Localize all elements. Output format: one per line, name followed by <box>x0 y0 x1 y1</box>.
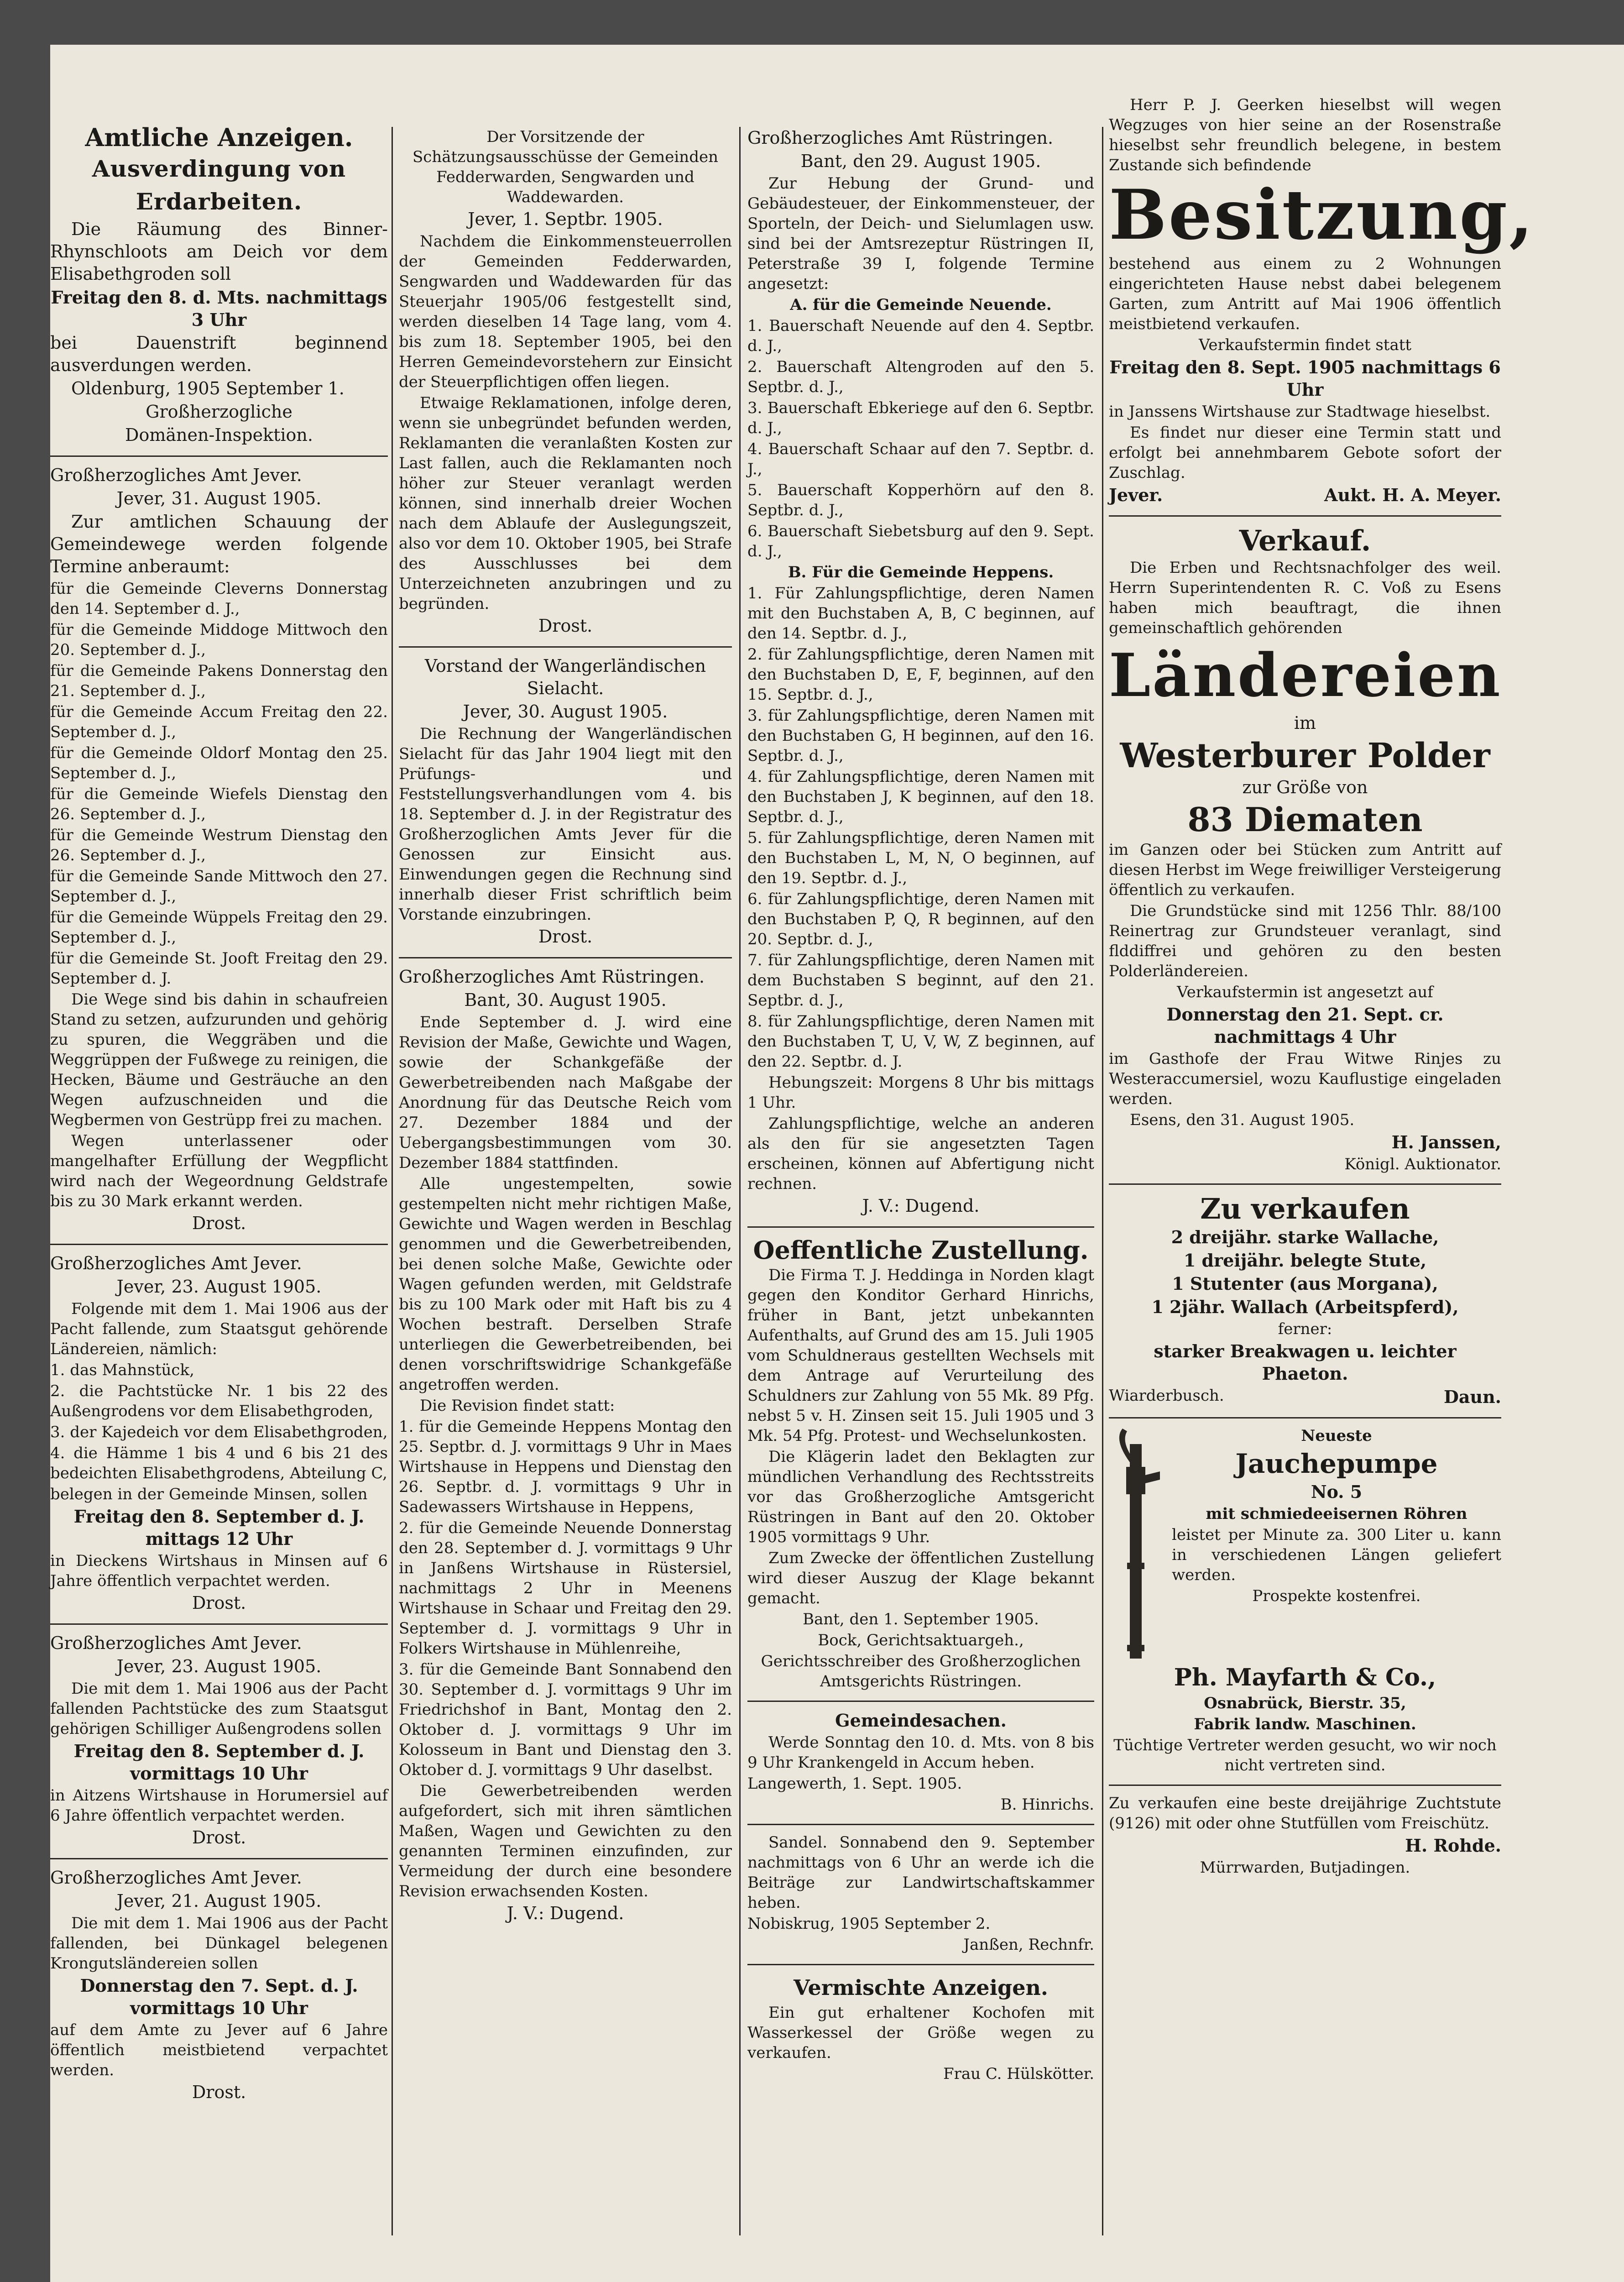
list-item: für die Gemeinde Wüppels Freitag den 29. September d. J., <box>50 908 388 947</box>
notice-text: Die mit dem 1. Mai 1906 aus der Pacht fallenden, bei Dünkagel belegenen Krongutsländereien sollen <box>50 1914 388 1973</box>
list-item: 1 dreijähr. belegte Stute, <box>1183 1250 1427 1271</box>
column-divider <box>1102 127 1103 2235</box>
column-divider <box>392 127 393 2235</box>
ad-text: Die Erben und Rechtsnachfolger des weil. Herrn Superintendenten R. C. Voß zu Esens haben mich beauftragt, die ihnen gemeinschaftlich gehörenden <box>1109 559 1501 637</box>
list-item: 6. Bauerschaft Siebetsburg auf den 9. Sept. d. J., <box>747 522 1094 560</box>
notice-heading: Großherzogliches Amt Jever. <box>50 1253 302 1273</box>
ad-text: Zu verkaufen eine beste dreijährige Zuchtstute (9126) mit oder ohne Stutfüllen vom Freischütz. <box>1109 1794 1501 1832</box>
list-item: 1. das Mahnstück, <box>50 1361 194 1379</box>
ad-signature-row <box>1109 484 1501 506</box>
notice-text: Die Klägerin ladet den Beklagten zur mündlichen Verhandlung des Rechtsstreits vor das Großherzogliche Amtsgericht Rüstringen in Bant auf den 20. Oktober 1905 vormittags 9 Uhr. <box>747 1448 1094 1546</box>
notice-signature: Gerichtsschreiber des Großherzoglichen Amtsgerichts Rüstringen. <box>761 1652 1081 1691</box>
list-item: für die Gemeinde Westrum Dienstag den 26. September d. J., <box>50 826 388 864</box>
list-item: 2. Bauerschaft Altengroden auf den 5. Septbr. d. J., <box>747 358 1094 396</box>
ad-text: ferner: <box>1278 1320 1332 1338</box>
notice-signature: Bock, Gerichtsaktuargeh., <box>818 1631 1024 1649</box>
ad-headline: Westerburer Polder <box>1120 736 1490 775</box>
list-item: 6. für Zahlungspflichtige, deren Namen mit den Buchstaben P, Q, R beginnen, auf den 20. Septbr. d. J., <box>747 890 1094 948</box>
list-item: 2. für die Gemeinde Neuende Donnerstag den 28. September d. J. vormittags 9 Uhr in Janßens Wirtshause in Rüstersiel, nachmittags 2 Uhr in Meenens Wirtshause in Schaar und Freitag den 29. September d. J. vormittags 9 Uhr in Folkers Wirtshause in Mühlenreihe, <box>399 1519 732 1658</box>
notice-text: bei Dauenstrift beginnend ausverdungen werden. <box>50 333 388 375</box>
ad-date: Donnerstag den 21. Sept. cr. nachmittags 4 Uhr <box>1166 1004 1444 1047</box>
divider <box>747 1226 1094 1228</box>
list-item: 4. die Hämme 1 bis 4 und 6 bis 21 des bedeichten Elisabethgrodens, Abteilung C, <box>50 1444 388 1482</box>
divider <box>50 1623 388 1625</box>
ad-text: im <box>1294 713 1316 733</box>
notice-place: Oldenburg, 1905 September 1. <box>71 378 345 398</box>
notice-date: Jever, 1. Septbr. 1905. <box>468 209 663 229</box>
ad-address: Osnabrück, Bierstr. 35, <box>1204 1694 1406 1712</box>
notice-date: Jever, 30. August 1905. <box>463 701 668 722</box>
notice-date: Nobiskrug, 1905 September 2. <box>747 1915 991 1933</box>
ad-text: Herr P. J. Geerken hieselbst will wegen Wegzuges von hier seine an der Rosenstraße hieselbst sehr freundlich belegene, in bestem Zustande sich befindende <box>1109 96 1501 174</box>
notice-date: Jever, 21. August 1905. <box>116 1891 322 1911</box>
notice-text: auf dem Amte zu Jever auf 6 Jahre öffentlich meistbietend verpachtet werden. <box>50 2021 388 2079</box>
notice-heading: Vorstand der Wangerländischen Sielacht. <box>424 656 706 698</box>
ad-text: mit schmiedeeisernen Röhren <box>1206 1505 1467 1523</box>
ad-text: Verkaufstermin findet statt <box>1198 336 1412 354</box>
ad-text: Neueste <box>1301 1427 1372 1445</box>
ad-text: Fabrik landw. Maschinen. <box>1194 1715 1416 1733</box>
newspaper-page <box>50 45 1624 2282</box>
ad-text: im Gasthofe der Frau Witwe Rinjes zu Westeraccumersiel, wozu Kauflustige eingeladen werden. <box>1109 1050 1501 1108</box>
divider <box>50 1858 388 1859</box>
ad-headline: Zu verkaufen <box>1200 1192 1410 1225</box>
notice-text: Nachdem die Einkommensteuerrollen der Gemeinden Fedderwarden, Sengwarden und Waddewarden für das Steuerjahr 1905/06 festgestellt sind, werden dieselben 14 Tage lang, vom 4. bis zum 18. September 1905, bei den Herren Gemeindevorstehern zur Einsicht der Steuerpflichtigen offen liegen. <box>399 232 732 391</box>
notice-text: Die Firma T. J. Heddinga in Norden klagt gegen den Konditor Gerhard Hinrichs, früher in Bant, jetzt unbekannten Aufenthalts, auf Grund des am 15. Juli 1905 vom Schuldneraus gestellten Wechsels mit dem Antrage auf Verurteilung des Schuldners zur Zahlung von 55 Mk. 89 Pfg. nebst 5 v. H. Zinsen seit 15. Juli 1905 und 3 Mk. 54 Pfg. Protest- und Wechselunkosten. <box>747 1266 1094 1445</box>
divider <box>747 1701 1094 1702</box>
ad-text: Tüchtige Vertreter werden gesucht, wo wir noch nicht vertreten sind. <box>1113 1736 1497 1774</box>
list-item: 3. für die Gemeinde Bant Sonnabend den 30. September d. J. vormittags 9 Uhr im Friedrichshof in Bant, Montag den 2. Oktober d. J. vormittags 9 Uhr im Kolosseum in Bant und Dienstag den 3. Oktober d. J. vormittags 9 Uhr daselbst. <box>399 1660 732 1779</box>
notice-date: Jever, 23. August 1905. <box>116 1277 322 1297</box>
notice-date: Jever, 23. August 1905. <box>116 1656 322 1676</box>
ad-date: Freitag den 8. Sept. 1905 nachmittags 6 Uhr <box>1109 357 1501 400</box>
notice-signature: Drost. <box>538 926 593 947</box>
list-item: 2. die Pachtstücke Nr. 1 bis 22 des Außengrodens vor dem Elisabethgroden, <box>50 1382 388 1420</box>
ad-text: Die Grundstücke sind mit 1256 Thlr. 88/100 Reinertrag zur Grundsteuer veranlagt, sind flddiffrei und gehören zu den besten Polderländereien. <box>1109 902 1501 980</box>
notice-heading: Großherzogliches Amt Jever. <box>50 1868 302 1888</box>
list-item: 3. für Zahlungspflichtige, deren Namen mit den Buchstaben G, H beginnen, auf den 16. Septbr. d. J., <box>747 707 1094 765</box>
ad-headline: Besitzung, <box>1109 175 1535 255</box>
notice-signature: J. V.: Dugend. <box>862 1196 980 1216</box>
notice-heading: Großherzogliches Amt Rüstringen. <box>747 128 1054 148</box>
notice-text: Zur Hebung der Grund- und Gebäudesteuer, der Einkommensteuer, der Sporteln, der Deich- und Sielumlagen usw. sind bei der Amtsrezeptur Rüstringen II, Peterstraße 39 I, folgende Termine angesetzt: <box>747 174 1094 293</box>
ad-place: Jever. <box>1109 485 1163 505</box>
column-3 <box>747 127 1094 2085</box>
notice-heading: Großherzogliches Amt Jever. <box>50 465 302 485</box>
ad-place: Mürrwarden, Butjadingen. <box>1200 1858 1410 1877</box>
ad-signature: Aukt. H. A. Meyer. <box>1324 485 1501 505</box>
notice-text: Alle ungestempelten, sowie gestempelten nicht mehr richtigen Maße, Gewichte und Wagen werden in Beschlag genommen und die Gewerbetreibenden, bei denen solche Maße, Gewichte oder Wagen gefunden werden, mit Geldstrafe bis zu 100 Mark oder mit Haft bis zu 4 Wochen bestraft. Derselben Strafe unterliegen die Gewerbetreibenden, bei denen vorschriftswidrige Schankgefäße angetroffen werden. <box>399 1175 732 1394</box>
list-item: für die Gemeinde Pakens Donnerstag den 21. September d. J., <box>50 662 388 700</box>
ad-signature: Königl. Auktionator. <box>1344 1155 1501 1173</box>
ad-headline: 83 Diematen <box>1187 800 1423 839</box>
ad-text: Prospekte kostenfrei. <box>1252 1587 1421 1605</box>
column-1 <box>50 122 388 2104</box>
list-item: starker Breakwagen u. leichter Phaeton. <box>1154 1341 1457 1384</box>
pump-ad <box>1109 1426 1501 1663</box>
ad-place: Wiarderbusch. <box>1109 1387 1224 1405</box>
notice-date: Bant, den 1. September 1905. <box>803 1610 1039 1628</box>
notice-signature: Drost. <box>192 1827 246 1848</box>
notice-text: in Dieckens Wirtshaus in Minsen auf 6 Jahre öffentlich verpachtet werden. <box>50 1552 388 1590</box>
list-item: 3. der Kajedeich vor dem Elisabethgroden, <box>50 1423 388 1441</box>
notice-signature: Janßen, Rechnfr. <box>963 1936 1094 1954</box>
divider <box>747 1824 1094 1825</box>
list-item: 1 2jähr. Wallach (Arbeitspferd), <box>1151 1297 1459 1317</box>
ad-date: Esens, den 31. August 1905. <box>1130 1111 1355 1129</box>
notice-signature: B. Hinrichs. <box>1000 1795 1094 1814</box>
list-item: 4. für Zahlungspflichtige, deren Namen mit den Buchstaben J, K beginnen, auf den 18. Septbr. d. J., <box>747 768 1094 826</box>
ad-headline: Verkauf. <box>1239 524 1371 557</box>
section-title: Amtliche Anzeigen. <box>85 123 353 152</box>
subheading: A. für die Gemeinde Neuende. <box>790 296 1052 314</box>
notice-text: Hebungszeit: Morgens 8 Uhr bis mittags 1 Uhr. <box>747 1073 1094 1112</box>
list-item: 1. Bauerschaft Neuende auf den 4. Septbr. d. J., <box>747 317 1094 355</box>
notice-signature: Drost. <box>192 1213 246 1233</box>
list-item: 2. für Zahlungspflichtige, deren Namen mit den Buchstaben D, E, F, beginnen, auf den 15. Septbr. d. J., <box>747 645 1094 704</box>
ad-text: No. 5 <box>1311 1481 1363 1502</box>
notice-text: Die mit dem 1. Mai 1906 aus der Pacht fallenden Pachtstücke des zum Staatsgut gehörigen Schilliger Außengrodens sollen <box>50 1680 388 1738</box>
notice-text: Folgende mit dem 1. Mai 1906 aus der Pacht fallende, zum Staatsgut gehörende Ländereien, nämlich: <box>50 1300 388 1358</box>
notice-text: belegen in der Gemeinde Minsen, sollen <box>50 1485 368 1503</box>
divider <box>1109 1183 1501 1185</box>
notice-heading: Der Vorsitzende der Schätzungsausschüsse der Gemeinden Fedderwarden, Sengwarden und Waddewarden. <box>413 128 718 206</box>
ad-firm: Ph. Mayfarth & Co., <box>1174 1664 1436 1691</box>
list-item: 4. Bauerschaft Schaar auf den 7. Septbr. d. J., <box>747 440 1094 478</box>
notice-signature: Drost. <box>192 1593 246 1613</box>
notice-text: Die Wege sind bis dahin in schaufreien Stand zu setzen, aufzurunden und gehörig zu spuren, die Weggräben und die Weggrüppen der Fußwege zu reinigen, die Hecken, Bäume und Gesträuche an den Wegen aufzuschneiden und die Wegbermen von Gestrüpp frei zu machen. <box>50 990 388 1129</box>
ad-signature: H. Rohde. <box>1405 1835 1501 1856</box>
ad-headline: Ländereien <box>1109 640 1502 710</box>
notice-text: Die Revision findet statt: <box>420 1397 615 1415</box>
notice-heading: Oeffentliche Zustellung. <box>753 1235 1089 1265</box>
notice-date: Freitag den 8. d. Mts. nachmittags 3 Uhr <box>51 287 387 330</box>
list-item: 1 Stutenter (aus Morgana), <box>1172 1273 1438 1294</box>
ad-signature-row <box>1109 1386 1501 1408</box>
list-item: für die Gemeinde Sande Mittwoch den 27. September d. J., <box>50 867 388 905</box>
divider <box>50 1244 388 1245</box>
ad-text: im Ganzen oder bei Stücken zum Antritt auf diesen Herbst im Wege freiwilliger Versteigerung öffentlich zu verkaufen. <box>1109 841 1501 899</box>
notice-text: Die Rechnung der Wangerländischen Sielacht für das Jahr 1904 liegt mit den Prüfungs- und Feststellungsverhandlungen vom 4. bis 18. September d. J. in der Registratur des Großherzoglichen Amts Jever für die Genossen zur Einsicht aus. Einwendungen gegen die Rechnung sind innerhalb dieser Frist schriftlich beim Vorstande einzubringen. <box>399 725 732 924</box>
list-item: für die Gemeinde Wiefels Dienstag den 26. September d. J., <box>50 785 388 823</box>
notice-text: Zur amtlichen Schauung der Gemeindewege werden folgende Termine anberaumt: <box>50 512 388 576</box>
ad-text: zur Größe von <box>1242 777 1368 797</box>
notice-signature: Großherzogliche <box>146 402 292 422</box>
notice-date: Langewerth, 1. Sept. 1905. <box>747 1774 962 1793</box>
notice-text: Zum Zwecke der öffentlichen Zustellung wird dieser Auszug der Klage bekannt gemacht. <box>747 1549 1094 1607</box>
column-2 <box>399 127 732 1926</box>
list-item: 5. Bauerschaft Kopperhörn auf den 8. Septbr. d. J., <box>747 481 1094 519</box>
list-item: 2 dreijähr. starke Wallache, <box>1171 1227 1439 1247</box>
notice-text: Wegen unterlassener oder mangelhafter Erfüllung der Wegpflicht wird nach der Wegeordnung Geldstrafe bis zu 30 Mark erkannt werden. <box>50 1132 388 1210</box>
ad-signature: H. Janssen, <box>1391 1132 1501 1152</box>
notice-heading: Gemeindesachen. <box>835 1710 1007 1731</box>
notice-date: Bant, den 29. August 1905. <box>800 151 1041 171</box>
notice-text: Etwaige Reklamationen, infolge deren, wenn sie unbegründet befunden werden, Reklamanten die veranlaßten Kosten zur Last fallen, auch die Reklamanten noch höher zur Steuer veranlagt werden können, sind innerhalb dreier Wochen nach dem Ablaufe der Auslegungszeit, also vor dem 10. Oktober 1905, bei Strafe des Ausschlusses bei dem Unterzeichneten anzubringen und zu begründen. <box>399 394 732 613</box>
list-item: 1. für die Gemeinde Heppens Montag den 25. Septbr. d. J. vormittags 9 Uhr in Maes Wirtshause in Heppens und Dienstag den 26. Septbr. d. J. vormittags 9 Uhr in Sadewassers Wirtshause in Heppens, <box>399 1418 732 1516</box>
divider <box>50 455 388 457</box>
divider <box>1109 515 1501 517</box>
notice-signature: J. V.: Dugend. <box>507 1903 624 1923</box>
notice-date: Bant, 30. August 1905. <box>464 990 667 1010</box>
notice-date: Freitag den 8. September d. J. vormittags 10 Uhr <box>73 1741 365 1784</box>
notice-signature: Frau C. Hülskötter. <box>943 2065 1094 2083</box>
divider <box>747 1964 1094 1965</box>
list-item: für die Gemeinde Middoge Mittwoch den 20. September d. J., <box>50 621 388 659</box>
pump-illustration-icon <box>1109 1426 1164 1663</box>
list-item: für die Gemeinde Cleverns Donnerstag den 14. September d. J., <box>50 580 388 618</box>
divider <box>1109 1785 1501 1786</box>
notice-text: Ein gut erhaltener Kochofen mit Wasserkessel der Größe wegen zu verkaufen. <box>747 2004 1094 2062</box>
list-item: für die Gemeinde Oldorf Montag den 25. September d. J., <box>50 744 388 782</box>
list-item: 3. Bauerschaft Ebkeriege auf den 6. Septbr. d. J., <box>747 399 1094 437</box>
ad-text: bestehend aus einem zu 2 Wohnungen eingerichteten Hause nebst dabei belegenem Garten, zum Antritt auf Mai 1906 öffentlich meistbietend verkaufen. <box>1109 255 1501 333</box>
divider <box>399 957 732 958</box>
notice-heading: Großherzogliches Amt Jever. <box>50 1633 302 1653</box>
notice-date: Jever, 31. August 1905. <box>116 488 322 508</box>
notice-text: Werde Sonntag den 10. d. Mts. von 8 bis 9 Uhr Krankengeld in Accum heben. <box>747 1733 1094 1772</box>
notice-text: Die Gewerbetreibenden werden aufgefordert, sich mit ihren sämtlichen Maßen, Wagen und Gewichten zu den genannten Terminen einzufinden, zur Vermeidung der durch eine besondere Revision erwachsenden Kosten. <box>399 1782 732 1900</box>
ad-headline: Jauchepumpe <box>1235 1448 1438 1479</box>
list-item: 8. für Zahlungspflichtige, deren Namen mit den Buchstaben T, U, V, W, Z beginnen, auf den 22. Septbr. d. J. <box>747 1012 1094 1071</box>
notice-heading: Großherzogliches Amt Rüstringen. <box>399 967 705 987</box>
notice-text: Sandel. Sonnabend den 9. September nachmittags von 6 Uhr an werde ich die Beiträge zur Landwirtschaftskammer heben. <box>747 1833 1094 1912</box>
column-divider <box>739 127 741 2235</box>
notice-heading: Vermischte Anzeigen. <box>794 1975 1048 2000</box>
notice-date: Freitag den 8. September d. J. mittags 12 Uhr <box>73 1506 365 1549</box>
list-item: für die Gemeinde St. Jooft Freitag den 29. September d. J. <box>50 949 388 988</box>
column-4 <box>1109 95 1535 1879</box>
ad-signature: Daun. <box>1443 1387 1501 1407</box>
ad-text: Verkaufstermin ist angesetzt auf <box>1177 983 1433 1001</box>
notice-text: Ende September d. J. wird eine Revision der Maße, Gewichte und Wagen, sowie der Schankgefäße der Gewerbetreibenden nach Maßgabe der Anordnung für das Deutsche Reich vom 27. Dezember 1884 und der Uebergangsbestimmungen vom 30. Dezember 1884 stattfinden. <box>399 1013 732 1172</box>
list-item: 1. Für Zahlungspflichtige, deren Namen mit den Buchstaben A, B, C beginnen, auf den 14. Septbr. d. J., <box>747 584 1094 643</box>
list-item: 5. für Zahlungspflichtige, deren Namen mit den Buchstaben L, M, N, O beginnen, auf den 19. Septbr. d. J., <box>747 829 1094 887</box>
notice-signature: Drost. <box>192 2082 246 2102</box>
subheading: B. Für die Gemeinde Heppens. <box>788 563 1054 581</box>
notice-heading: Ausverdingung von Erdarbeiten. <box>92 155 346 215</box>
notice-date: Donnerstag den 7. Sept. d. J. vormittags 10 Uhr <box>80 1975 358 2018</box>
list-item: 7. für Zahlungspflichtige, deren Namen mit dem Buchstaben S beginnt, auf den 21. Septbr. d. J., <box>747 951 1094 1010</box>
list-item: für die Gemeinde Accum Freitag den 22. September d. J., <box>50 703 388 741</box>
notice-text: Die Räumung des Binner-Rhynschloots am Deich vor dem Elisabethgroden soll <box>50 219 388 284</box>
notice-text: Zahlungspflichtige, welche an anderen als den für sie angesetzten Tagen erscheinen, können auf Abfertigung nicht rechnen. <box>747 1115 1094 1193</box>
ad-text: leistet per Minute za. 300 Liter u. kann in verschiedenen Längen geliefert werden. <box>1172 1526 1501 1584</box>
ad-text: Es findet nur dieser eine Termin statt und erfolgt bei annehmbarem Gebote sofort der Zuschlag. <box>1109 424 1501 482</box>
divider <box>399 646 732 648</box>
notice-signature: Drost. <box>538 616 593 636</box>
notice-signature: Domänen-Inspektion. <box>125 425 313 445</box>
ad-text: in Janssens Wirtshause zur Stadtwage hieselbst. <box>1109 403 1491 421</box>
divider <box>1109 1417 1501 1418</box>
notice-text: in Aitzens Wirtshause in Horumersiel auf 6 Jahre öffentlich verpachtet werden. <box>50 1786 388 1825</box>
